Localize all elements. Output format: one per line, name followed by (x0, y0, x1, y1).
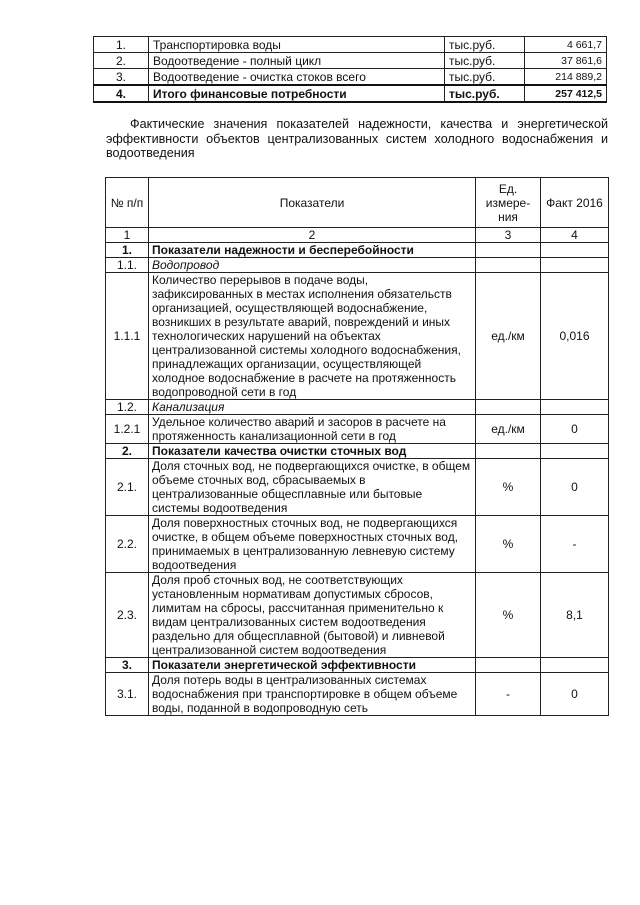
financial-row-unit: тыс.руб. (445, 85, 525, 102)
indicators-body (106, 178, 609, 716)
indicator-num: 2. (106, 444, 149, 459)
indicator-fact (541, 444, 609, 459)
indicator-unit (476, 400, 541, 415)
indicator-row (106, 415, 609, 444)
financial-row (94, 85, 607, 102)
indicator-fact (541, 400, 609, 415)
financial-row-num: 2. (94, 53, 149, 69)
financial-row (94, 53, 607, 69)
indicator-unit (476, 444, 541, 459)
indicators-table (105, 177, 609, 716)
indicator-fact: 0,016 (541, 273, 609, 400)
financial-row-num: 3. (94, 69, 149, 86)
indicator-name: Водопровод (149, 258, 476, 273)
indicator-section-row (106, 243, 609, 258)
indicator-name: Доля поверхностных сточных вод, не подвергающихся очистке, в общем объеме поверхностных сточных вод, принимаемых в централизованную левневую систему водоотведения (149, 516, 476, 573)
indicator-num: 3.1. (106, 673, 149, 716)
financial-row-value: 214 889,2 (525, 69, 607, 86)
indicator-num: 1.2. (106, 400, 149, 415)
indicator-name: Доля потерь воды в централизованных системах водоснабжения при транспортировке в общем объеме воды, поданной в водопроводную сеть (149, 673, 476, 716)
indicator-section-row (106, 658, 609, 673)
indicator-unit: % (476, 516, 541, 573)
indicator-num: 2.3. (106, 573, 149, 658)
indicator-fact (541, 258, 609, 273)
financial-row-num: 1. (94, 37, 149, 53)
indicator-fact (541, 243, 609, 258)
financial-row-value: 257 412,5 (525, 85, 607, 102)
indicator-name: Удельное количество аварий и засоров в расчете на протяженность канализационной сети в год (149, 415, 476, 444)
financial-needs-table (93, 36, 607, 103)
indicator-name: Доля проб сточных вод, не соответствующих установленным нормативам допустимых сбросов, лимитам на сбросы, рассчитанная применительно к видам централизованных систем водоотведения раздельно для общесплавной (бытовой) и ливневой централизованной систем водоотведения (149, 573, 476, 658)
indicator-row (106, 573, 609, 658)
indicator-fact: 8,1 (541, 573, 609, 658)
indicator-num: 1.1. (106, 258, 149, 273)
financial-row-name: Водоотведение - очистка стоков всего (149, 69, 445, 86)
indicator-num: 2.1. (106, 459, 149, 516)
indicator-num: 3. (106, 658, 149, 673)
indicator-unit: ед./км (476, 415, 541, 444)
column-number: 3 (476, 228, 541, 243)
header-num: № п/п (106, 178, 149, 228)
indicator-num: 1.2.1 (106, 415, 149, 444)
indicators-header-row (106, 178, 609, 228)
indicator-name: Доля сточных вод, не подвергающихся очистке, в общем объеме сточных вод, сбрасываемых в централизованные общесплавные или бытовые системы водоотведения (149, 459, 476, 516)
indicator-unit: % (476, 573, 541, 658)
indicator-fact (541, 658, 609, 673)
indicator-name: Показатели энергетической эффективности (149, 658, 476, 673)
indicator-unit: - (476, 673, 541, 716)
financial-row-name: Итого финансовые потребности (149, 85, 445, 102)
financial-row (94, 69, 607, 86)
indicator-fact: - (541, 516, 609, 573)
indicator-num: 1. (106, 243, 149, 258)
indicator-num: 1.1.1 (106, 273, 149, 400)
financial-row-name: Транспортировка воды (149, 37, 445, 53)
financial-row-value: 37 861,6 (525, 53, 607, 69)
indicator-row (106, 273, 609, 400)
indicator-fact: 0 (541, 459, 609, 516)
column-number: 4 (541, 228, 609, 243)
indicator-name: Канализация (149, 400, 476, 415)
financial-row-value: 4 661,7 (525, 37, 607, 53)
financial-row-unit: тыс.руб. (445, 69, 525, 86)
indicator-fact: 0 (541, 673, 609, 716)
column-numbers-row (106, 228, 609, 243)
indicator-row (106, 673, 609, 716)
indicator-subsection-row (106, 258, 609, 273)
indicator-name: Показатели качества очистки сточных вод (149, 444, 476, 459)
header-name: Показатели (149, 178, 476, 228)
indicator-section-row (106, 444, 609, 459)
financial-row-name: Водоотведение - полный цикл (149, 53, 445, 69)
intro-paragraph: Фактические значения показателей надежности, качества и энергетической эффективности объектов централизованных систем холодного водоснабжения и водоотведения (106, 117, 608, 160)
indicator-name: Показатели надежности и бесперебойности (149, 243, 476, 258)
indicator-unit (476, 658, 541, 673)
indicator-row (106, 516, 609, 573)
financial-needs-body (94, 37, 607, 103)
financial-row (94, 37, 607, 53)
indicator-subsection-row (106, 400, 609, 415)
header-unit: Ед. измере-ния (476, 178, 541, 228)
financial-row-unit: тыс.руб. (445, 37, 525, 53)
column-number: 1 (106, 228, 149, 243)
indicator-unit: % (476, 459, 541, 516)
financial-row-num: 4. (94, 85, 149, 102)
header-fact: Факт 2016 (541, 178, 609, 228)
indicator-unit (476, 258, 541, 273)
indicator-name: Количество перерывов в подаче воды, зафиксированных в местах исполнения обязательств организацией, осуществляющей водоснабжение, возникших в результате аварий, повреждений и иных технологических нарушений на объектах централизованной системы холодного водоснабжения, принадлежащих организации, осуществляющей холодное водоснабжение в расчете на протяженность водопроводной сети в год (149, 273, 476, 400)
indicator-fact: 0 (541, 415, 609, 444)
indicator-unit: ед./км (476, 273, 541, 400)
indicator-row (106, 459, 609, 516)
indicator-num: 2.2. (106, 516, 149, 573)
column-number: 2 (149, 228, 476, 243)
financial-row-unit: тыс.руб. (445, 53, 525, 69)
indicator-unit (476, 243, 541, 258)
